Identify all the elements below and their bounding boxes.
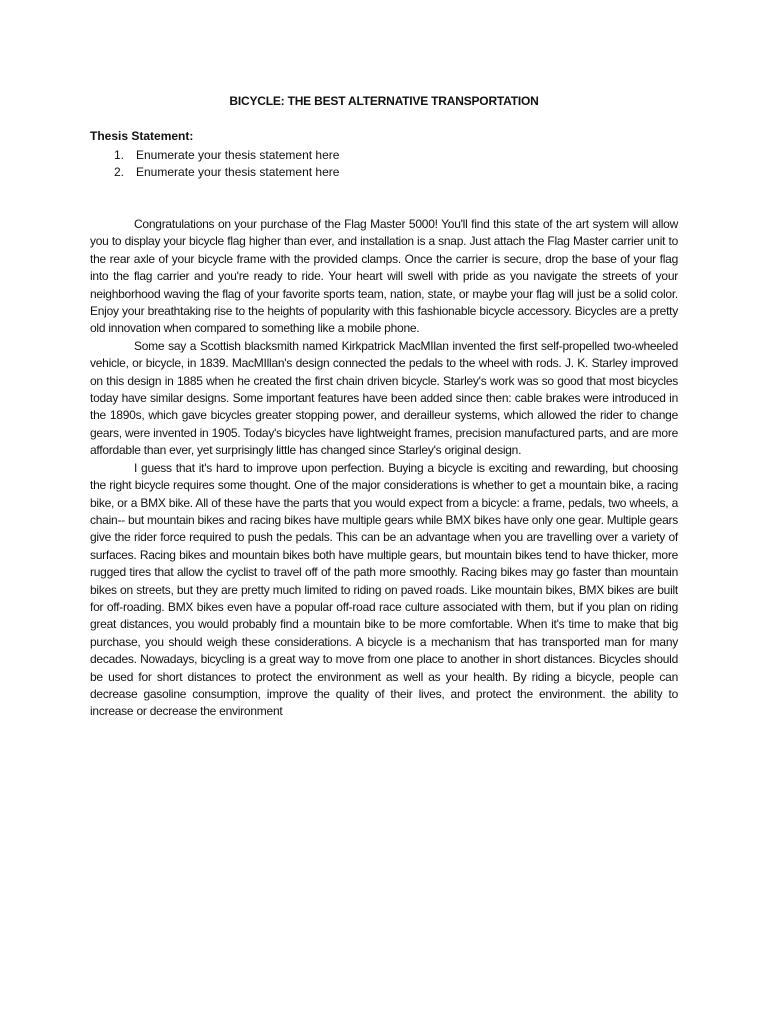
thesis-item-number: 2. bbox=[113, 165, 124, 179]
thesis-list bbox=[90, 147, 339, 181]
body-paragraph: Some say a Scottish blacksmith named Kirkpatrick MacMIlan invented the first self-propelled two-wheeled vehicle, or bicycle, in 1839. MacMIllan's design connected the pedals to the wheel with rods. J. K. Starley improved on this design in 1885 when he created the first chain driven bicycle. Starley's work was so good that most bicycles today have similar designs. Some important features have been added since then: cable brakes were introduced in the 1890s, which gave bicycles greater stopping power, and derailleur systems, which allowed the rider to change gears, were invented in 1905. Today's bicycles have lightweight frames, precision manufactured parts, and are more affordable than ever, yet surprisingly little has changed since Starley's original design. bbox=[90, 338, 678, 458]
thesis-item bbox=[90, 164, 339, 181]
document-title: BICYCLE: THE BEST ALTERNATIVE TRANSPORTATION bbox=[229, 94, 539, 108]
body-paragraph: Congratulations on your purchase of the Flag Master 5000! You'll find this state of the art system will allow you to display your bicycle flag higher than ever, and installation is a snap. Just attach the Flag Master carrier unit to the rear axle of your bicycle frame with the provided clamps. Once the carrier is secure, drop the base of your flag into the flag carrier and you're ready to ride. Your heart will swell with pride as you navigate the streets of your neighborhood waving the flag of your favorite sports team, nation, state, or maybe your flag will just be a solid color. Enjoy your breathtaking rise to the heights of popularity with this fashionable bicycle accessory. Bicycles are a pretty old innovation when compared to something like a mobile phone. bbox=[90, 217, 678, 336]
thesis-item-text: Enumerate your thesis statement here bbox=[136, 148, 340, 162]
essay-body bbox=[90, 216, 678, 721]
thesis-item bbox=[90, 147, 339, 164]
body-paragraph: I guess that it's hard to improve upon perfection. Buying a bicycle is exciting and rewarding, but choosing the right bicycle requires some thought. One of the major considerations is whether to get a mountain bike, a racing bike, or a BMX bike. All of these have the parts that you would expect from a bicycle: a frame, pedals, two wheels, a chain-- but mountain bikes and racing bikes have multiple gears while BMX bikes have only one gear. Multiple gears give the rider force required to push the pedals. This can be an advantage when you are travelling over a variety of surfaces. Racing bikes and mountain bikes both have multiple gears, but mountain bikes tend to have thicker, more rugged tires that allow the cyclist to travel off of the path more smoothly. Racing bikes may go faster than mountain bikes on streets, but they are pretty much limited to riding on paved roads. Like mountain bikes, BMX bikes are built for off-roading. BMX bikes even have a popular off-road race culture associated with them, but if you plan on riding great distances, you would probably find a mountain bike to be more comfortable. When it's time to make that big purchase, you should weigh these considerations. A bicycle is a mechanism that has transported man for many decades. Nowadays, bicycling is a great way to move from one place to another in short distances. Bicycles should be used for short distances to protect the environment as well as your health. By riding a bicycle, people can decrease gasoline consumption, improve the quality of their lives, and protect the environment. the ability to increase or decrease the environment bbox=[90, 460, 678, 719]
thesis-item-text: Enumerate your thesis statement here bbox=[136, 165, 340, 179]
thesis-item-number: 1. bbox=[113, 148, 124, 162]
thesis-heading: Thesis Statement: bbox=[90, 129, 194, 143]
